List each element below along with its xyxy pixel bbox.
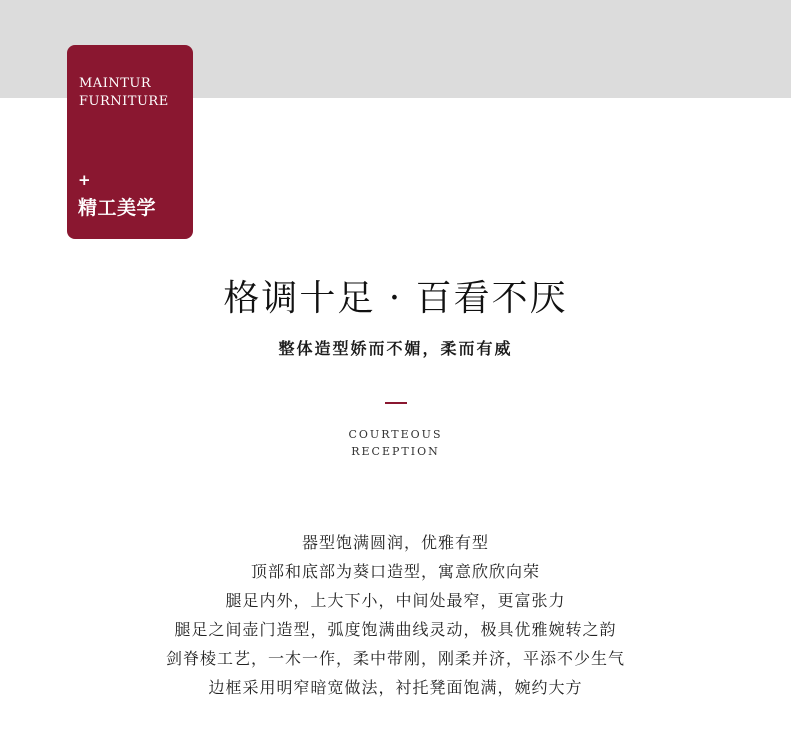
brand-card: [67, 45, 193, 239]
subheadline: 整体造型娇而不媚，柔而有威: [278, 339, 513, 358]
description-line: 腿足内外，上大下小，中间处最窄，更富张力: [225, 591, 566, 610]
description-line: 器型饱满圆润，优雅有型: [301, 533, 489, 552]
description-line: 剑脊棱工艺，一木一作，柔中带刚，刚柔并济，平添不少生气: [165, 649, 625, 668]
accent-divider: [385, 402, 407, 404]
brand-name: [79, 75, 169, 111]
description-list: [0, 528, 791, 702]
english-label: [0, 426, 791, 460]
english-label-line1: COURTEOUS: [348, 428, 443, 441]
brand-tagline: 精工美学: [78, 197, 157, 219]
plus-icon: +: [78, 171, 91, 189]
english-label-line2: RECEPTION: [351, 445, 440, 458]
description-line: 顶部和底部为葵口造型，寓意欣欣向荣: [250, 562, 540, 581]
brand-name-line2: FURNITURE: [79, 94, 169, 109]
description-line: 腿足之间壶门造型，弧度饱满曲线灵动，极具优雅婉转之韵: [174, 620, 617, 639]
brand-name-line1: MAINTUR: [79, 76, 152, 91]
description-line: 边框采用明窄暗宽做法，衬托凳面饱满，婉约大方: [208, 678, 583, 697]
headline: 格调十足 · 百看不厌: [223, 278, 568, 319]
